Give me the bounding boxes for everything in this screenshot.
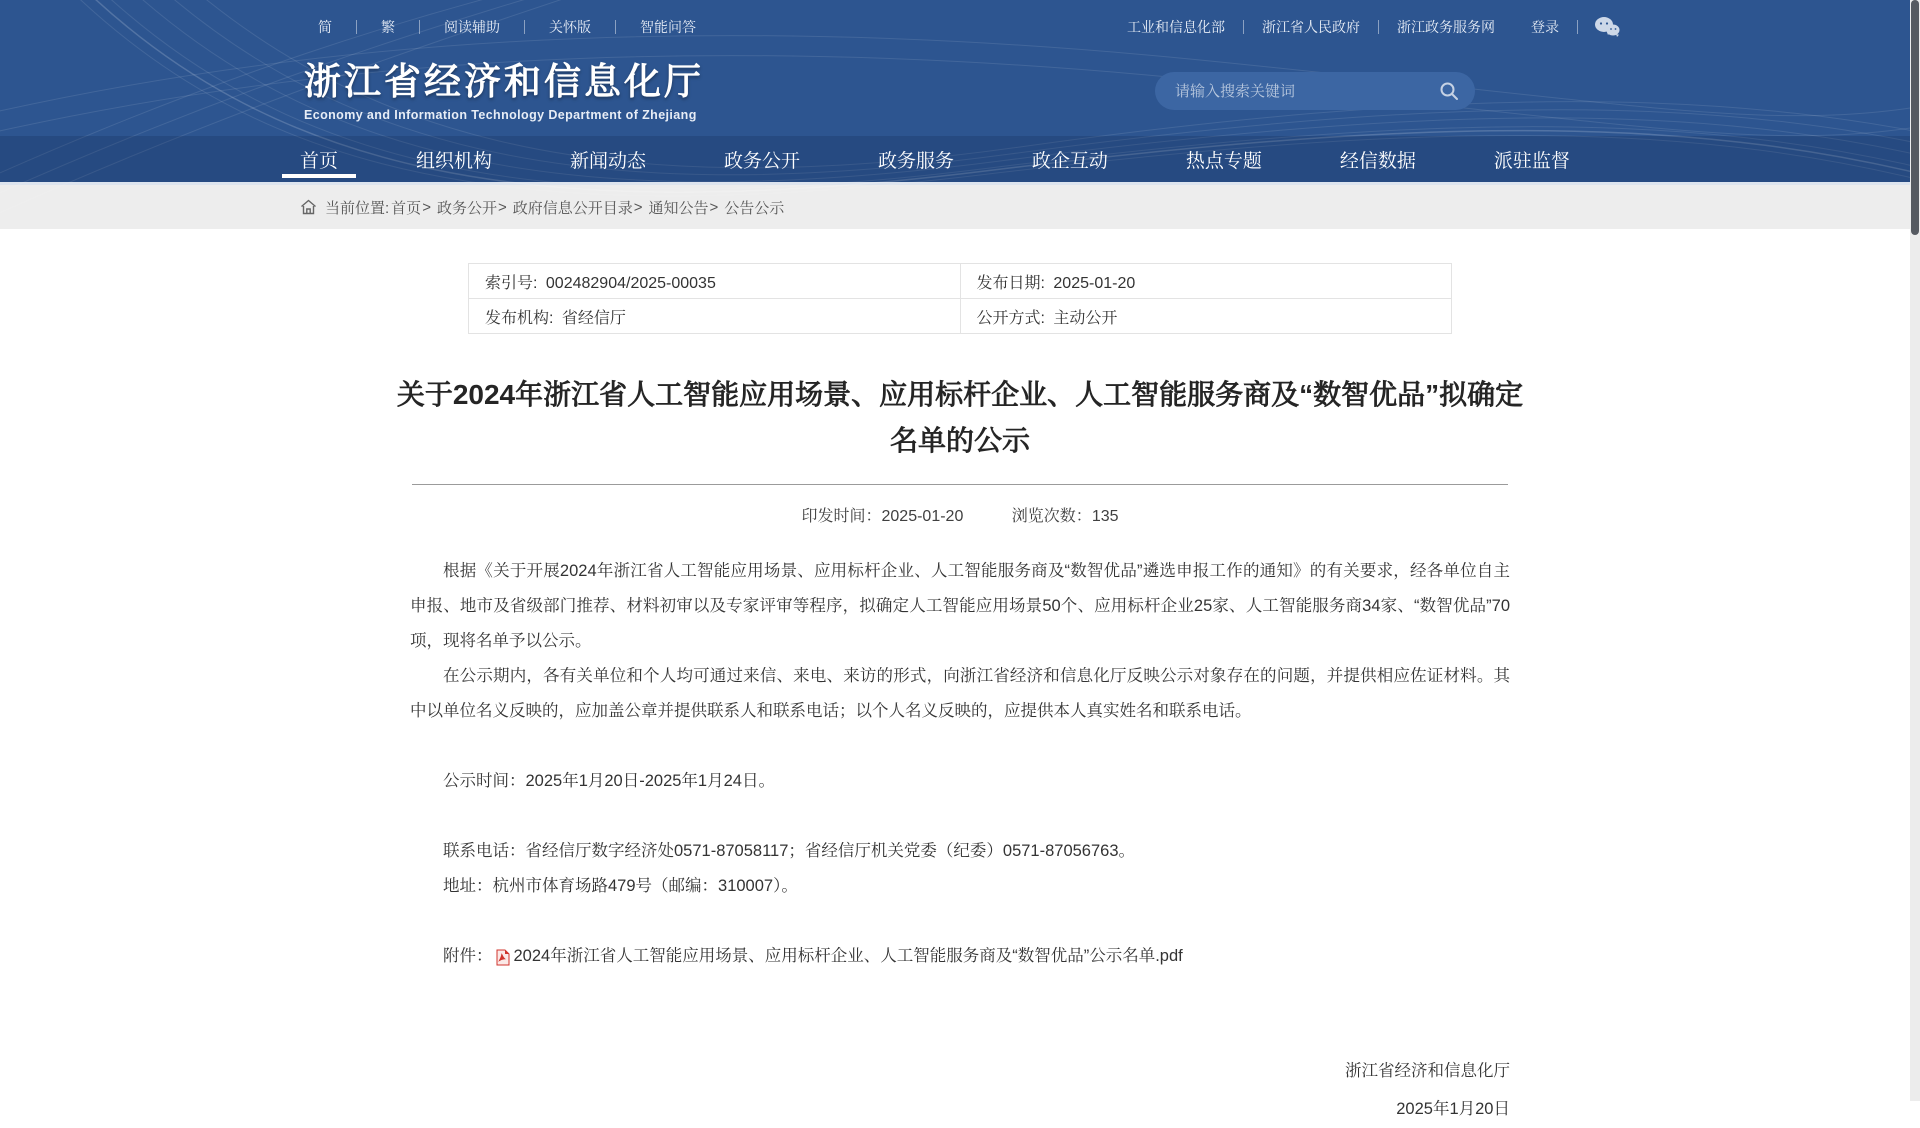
breadcrumb-public-announcements[interactable]: 公告公示	[724, 199, 785, 217]
spacer	[410, 799, 1510, 834]
nav-item-hot-topics[interactable]: 热点专题	[1185, 150, 1262, 172]
article-meta	[412, 484, 1508, 526]
divider	[524, 20, 525, 34]
nav-item-gov-info[interactable]: 政务公开	[723, 150, 800, 172]
attachment-file-link[interactable]: 2024年浙江省人工智能应用场景、应用标杆企业、人工智能服务商及“数智优品”公示名单.pdf	[513, 947, 1183, 965]
article-title: 关于2024年浙江省人工智能应用场景、应用标杆企业、人工智能服务商及“数智优品”拟确定名单的公示	[396, 379, 1524, 456]
search-icon[interactable]	[1437, 79, 1461, 103]
site-logo[interactable]	[300, 61, 704, 122]
breadcrumb-separator: >	[497, 198, 507, 216]
signature-block	[410, 1052, 1510, 1128]
site-title: 浙江省经济和信息化厅	[304, 60, 704, 102]
paragraph-publicity-period: 公示时间：2025年1月20日-2025年1月24日。	[443, 772, 775, 790]
search-box[interactable]	[1155, 72, 1475, 110]
wechat-icon[interactable]	[1594, 16, 1620, 38]
print-time-label: 印发时间：	[801, 508, 882, 525]
openness-value: 主动公开	[1053, 309, 1118, 327]
publisher-cell	[469, 299, 961, 334]
table-row	[469, 299, 1452, 334]
link-simplified-chinese[interactable]: 简	[318, 19, 332, 35]
signature-date: 2025年1月20日	[1396, 1100, 1510, 1118]
publisher-label: 发布机构:	[485, 309, 554, 327]
nav-item-organization[interactable]: 组织机构	[415, 150, 492, 172]
divider	[615, 20, 616, 34]
brand-row	[300, 46, 1620, 136]
publish-date-cell	[960, 264, 1452, 299]
index-number-label: 索引号:	[485, 274, 538, 292]
link-zhejiang-service-portal[interactable]: 浙江政务服务网	[1397, 19, 1495, 35]
site-header	[0, 0, 1920, 182]
publish-date-value: 2025-01-20	[1053, 274, 1136, 292]
breadcrumb-separator: >	[633, 198, 643, 216]
link-care-version[interactable]: 关怀版	[549, 19, 591, 35]
view-count-value: 135	[1091, 508, 1119, 525]
document-meta-table	[468, 263, 1452, 334]
link-traditional-chinese[interactable]: 繁	[381, 19, 395, 35]
paragraph-address: 地址：杭州市体育场路479号（邮编：310007）。	[443, 877, 798, 895]
vertical-scrollbar[interactable]	[1910, 0, 1920, 1101]
paragraph-feedback: 在公示期内，各有关单位和个人均可通过来信、来电、来访的形式，向浙江省经济和信息化厅反映公示对象存在的问题，并提供相应佐证材料。其中以单位名义反映的，应加盖公章并提供联系人和联系电话；以个人名义反映的，应提供本人真实姓名和联系电话。	[410, 667, 1510, 720]
search-input[interactable]	[1175, 83, 1437, 100]
index-number-value: 002482904/2025-00035	[545, 274, 716, 292]
breadcrumb	[300, 185, 1620, 229]
print-time-value: 2025-01-20	[881, 508, 964, 525]
divider	[1378, 20, 1379, 34]
attachment-row	[410, 939, 1510, 974]
top-links-left	[300, 17, 720, 37]
divider	[1243, 20, 1244, 34]
openness-cell	[960, 299, 1452, 334]
index-number-cell	[469, 264, 961, 299]
nav-item-data[interactable]: 经信数据	[1339, 150, 1416, 172]
publish-date-label: 发布日期:	[976, 274, 1045, 292]
link-zhejiang-gov[interactable]: 浙江省人民政府	[1262, 19, 1360, 35]
breadcrumb-separator: >	[709, 198, 719, 216]
openness-label: 公开方式:	[976, 309, 1045, 327]
top-links-right	[1109, 16, 1620, 38]
nav-item-supervision[interactable]: 派驻监督	[1493, 150, 1570, 172]
divider	[356, 20, 357, 34]
spacer	[410, 729, 1510, 764]
paragraph-basis: 根据《关于开展2024年浙江省人工智能应用场景、应用标杆企业、人工智能服务商及“数智优品”遴选申报工作的通知》的有关要求，经各单位自主申报、地市及省级部门推荐、材料初审以及专家评审等程序，拟确定人工智能应用场景50个、应用标杆企业25家、人工智能服务商34家、“数智优品”70项，现将名单予以公示。	[410, 562, 1510, 650]
main-content	[300, 263, 1620, 1128]
publisher-value: 省经信厅	[561, 309, 626, 327]
spacer	[410, 904, 1510, 939]
primary-nav	[0, 136, 1920, 182]
breadcrumb-info-directory[interactable]: 政府信息公开目录	[512, 199, 633, 217]
breadcrumb-separator: >	[422, 198, 431, 216]
nav-item-home[interactable]: 首页	[300, 136, 338, 182]
nav-item-interaction[interactable]: 政企互动	[1031, 150, 1108, 172]
paragraph-contact-phone: 联系电话：省经信厅数字经济处0571-87058117；省经信厅机关党委（纪委）0571-87056763。	[443, 842, 1136, 860]
scrollbar-thumb[interactable]	[1911, 0, 1919, 235]
breadcrumb-notices[interactable]: 通知公告	[648, 199, 709, 217]
breadcrumb-bar	[0, 185, 1920, 229]
home-icon	[300, 199, 317, 215]
link-miit[interactable]: 工业和信息化部	[1127, 19, 1225, 35]
site-title-english: Economy and Information Technology Department of Zhejiang	[304, 107, 697, 122]
attachment-label: 附件：	[443, 947, 493, 965]
breadcrumb-home[interactable]: 首页	[391, 199, 422, 217]
signature-org: 浙江省经济和信息化厅	[1345, 1062, 1510, 1080]
pdf-icon	[495, 949, 511, 966]
link-reading-assist[interactable]: 阅读辅助	[444, 19, 500, 35]
view-count-label: 浏览次数：	[1011, 508, 1092, 525]
breadcrumb-prefix: 当前位置:	[325, 199, 390, 217]
link-smart-qa[interactable]: 智能问答	[640, 19, 696, 35]
top-utility-bar	[300, 0, 1620, 46]
divider	[1577, 20, 1578, 34]
table-row	[469, 264, 1452, 299]
nav-item-news[interactable]: 新闻动态	[569, 150, 646, 172]
article-body	[410, 554, 1510, 1128]
breadcrumb-gov-info[interactable]: 政务公开	[436, 199, 497, 217]
nav-item-gov-services[interactable]: 政务服务	[877, 150, 954, 172]
login-link[interactable]: 登录	[1531, 19, 1559, 35]
divider	[419, 20, 420, 34]
